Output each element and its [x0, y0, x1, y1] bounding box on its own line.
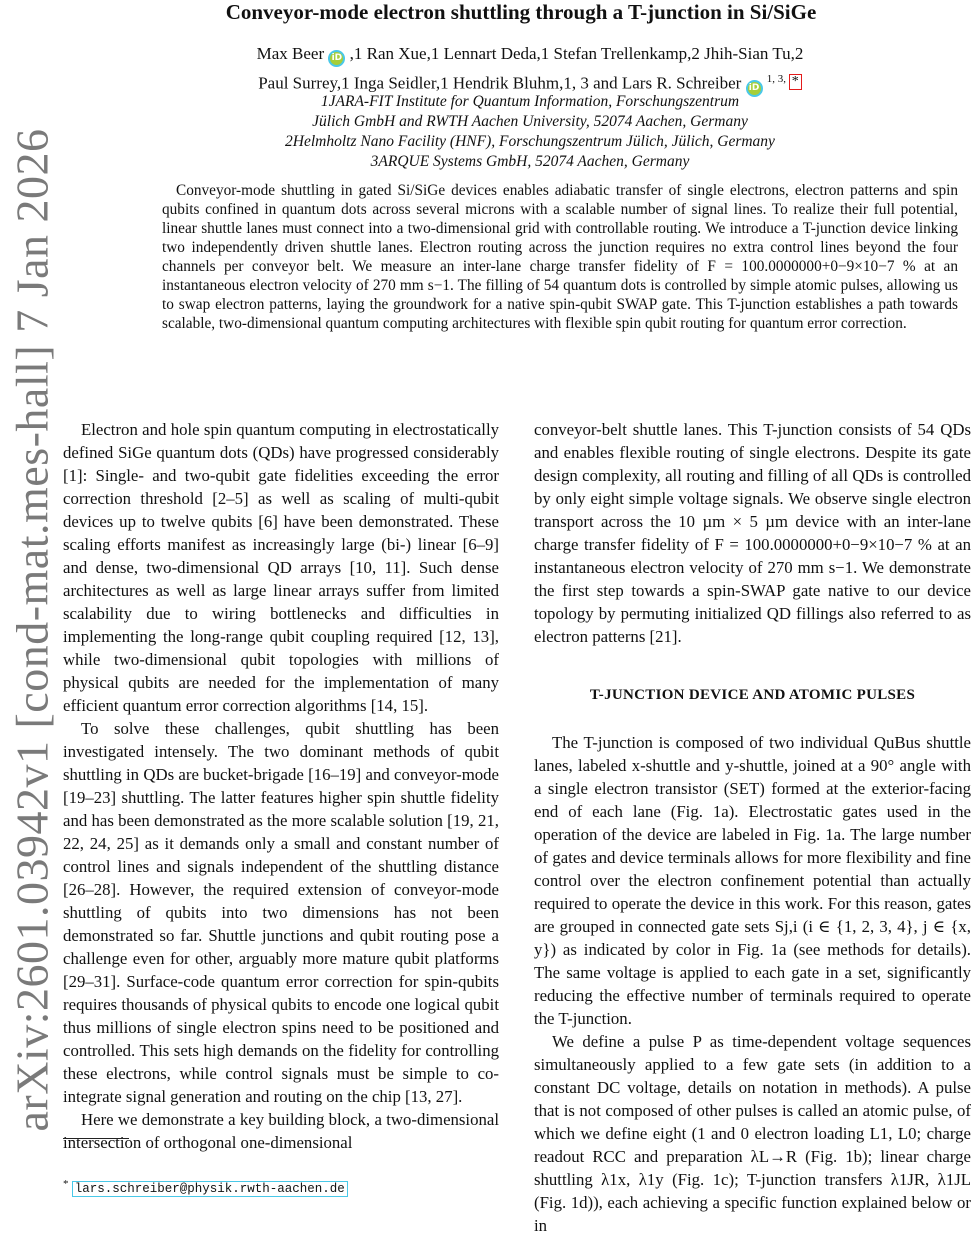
author-line-1: Max Beer iD ,1 Ran Xue,1 Lennart Deda,1 Stefan Trellenkamp,2 Jhih-Sian Tu,2 — [160, 42, 900, 67]
intro-paragraph-3: Here we demonstrate a key building block, a two-dimensional intersection of orthogonal one-dimensional — [63, 1110, 499, 1152]
section-paragraph-1: The T-junction is composed of two individual QuBus shuttle lanes, labeled x-shuttle and y-shuttle, joined at a 90° angle with a single electron transistor (SET) formed at the exterior-facing end of each lane (Fig. 1a). Electrostatic gates used in the operation of the device are labeled in Fig. 1a. The large number of gates and device terminals allows for more flexibility and fine control over the electron confinement potential than actually required to operate the device in this work. For this reason, gates are grouped in connected gate sets Sj,i (i ∈ {1, 2, 3, 4}, j ∈ {x, y}) as indicated by color in Fig. 1a (see methods for details). The same voltage is applied to each gate in a set, significantly reducing the effective number of terminals required to operate the T-junction. — [534, 733, 971, 1028]
abstract — [162, 181, 958, 333]
corresponding-author-link[interactable]: * — [789, 74, 802, 90]
affiliation-line: 2Helmholtz Nano Facility (HNF), Forschungszentrum Jülich, Jülich, Germany — [285, 133, 775, 150]
section-paragraph-2: We define a pulse P as time-dependent voltage sequences simultaneously applied to a few gate sets (in addition to a constant DC voltage, details on notation in methods). A pulse that is not composed of other pulses is called an atomic pulse, of which we define eight (1 and 0 electron loading L1, L0; charge readout RCC and preparation λL→R (Fig. 1b); linear charge shuttling λ1x, λ1y (Fig. 1c); T-junction transfers λ1JR, λ1JL (Fig. 1d)), each achieving a specific function explained below or in — [534, 1032, 971, 1235]
intro-paragraph-continued: conveyor-belt shuttle lanes. This T-junction consists of 54 QDs and enables flexible routing of single electrons. Despite its gate design complexity, all routing and filling of all QDs is controlled by only eight simple voltage signals. We observe single electron transport across the 10 µm × 5 µm device with an inter-lane charge transfer fidelity of F = 100.0000000+0−9×10−7 % at an instantaneous electron velocity of 270 mm s−1. We demonstrate the first step towards a spin-SWAP gate native to our device topology by permuting initialized QD fillings also referred to as electron patterns [21]. — [534, 420, 971, 646]
author-line-2: Paul Surrey,1 Inga Seidler,1 Hendrik Bluhm,1, 3 and Lars R. Schreiber iD $^{1, 3,}$ * — [160, 67, 900, 97]
paper-title: Conveyor-mode electron shuttling through a T-junction in Si/SiGe — [225, 0, 817, 24]
footnote-email-link[interactable]: lars.schreiber@physik.rwth-aachen.de — [72, 1181, 348, 1197]
footnote-divider — [63, 1138, 129, 1139]
left-column — [63, 418, 499, 1154]
arxiv-identifier: arXiv:2601.03942v1 [cond-mat.mes-hall] 7 Jan 2026 — [6, 128, 58, 1132]
affiliation-line: Jülich GmbH and RWTH Aachen University, 52074 Aachen, Germany — [312, 113, 748, 130]
author-list — [160, 42, 900, 97]
affiliation-line: 3ARQUE Systems GmbH, 52074 Aachen, Germany — [370, 153, 690, 170]
right-column — [534, 418, 971, 1237]
orcid-icon[interactable]: iD — [746, 80, 763, 97]
intro-paragraph-2: To solve these challenges, qubit shuttling has been investigated intensely. The two dominant methods of qubit shuttling in QDs are bucket-brigade [16–19] and conveyor-mode [19–23] shuttling. The latter features higher spin shuttle fidelity and has been demonstrated as the more scalable solution [19, 21, 22, 24, 25] as it demands only a small and constant number of control lines and signals independent of the shuttling distance [26–28]. However, the required extension of conveyor-mode shuttling of qubits into two dimensions has not been demonstrated so far. Shuttle junctions and qubit routing pose a challenge even for other, arguably more mature qubit platforms [29–31]. Surface-code quantum error correction for spin-qubits requires thousands of physical qubits to encode one logical qubit thus millions of single electron spins need to be positioned and controlled. This sets high demands on the fidelity for controlling these electrons, while control signals must be simple to co-integrate signal generation and routing on the chip [13, 27]. — [63, 719, 499, 1106]
affiliation-line: 1JARA-FIT Institute for Quantum Information, Forschungszentrum — [320, 93, 740, 110]
intro-paragraph-1: Electron and hole spin quantum computing in electrostatically defined SiGe quantum dots (QDs) have progressed considerably [1]: Single- and two-qubit gate fidelities exceeding the error correction threshold [2–5] as well as scaling of multi-qubit devices up to twelve qubits [6] have been demonstrated. These scaling efforts manifest as increasingly large (bi-) linear [6–9] and dense, two-dimensional QD arrays [10, 11]. Such dense architectures as well as large linear arrays suffer from limited scalability due to wiring bottlenecks and difficulties in implementing the long-range qubit coupling required [12, 13], while two-dimensional qubit topologies with millions of physical qubits are needed for the implementation of many efficient quantum error correction algorithms [14, 15]. — [63, 420, 499, 715]
arxiv-sidebar-stamp — [2, 128, 62, 1132]
footnote-marker: * — [63, 1178, 69, 1190]
abstract-text: Conveyor-mode shuttling in gated Si/SiGe devices enables adiabatic transfer of single electrons, electron patterns and spin qubits confined in quantum dots across several microns with a scalable number of signal lines. To realize their full potential, linear shuttle lanes must connect into a two-dimensional grid with controllable routing. We introduce a T-junction device linking two independently driven shuttle lanes. Electron routing across the junction requires no extra control lines beyond the four channels per conveyor belt. We measure an inter-lane charge transfer fidelity of F = 100.0000000+0−9×10−7 % at an instantaneous electron velocity of 270 mm s−1. The filling of 54 quantum dots is controlled by simple atomic pulses, allowing us to swap electron patterns, laying the groundwork for a native spin-qubit SWAP gate. This T-junction establishes a path towards scalable, two-dimensional quantum computing architectures with flexible spin qubit routing for quantum error correction. — [162, 182, 958, 332]
affiliations — [160, 92, 900, 172]
footnote — [63, 1176, 348, 1197]
orcid-icon[interactable]: iD — [328, 50, 345, 67]
section-heading: T-JUNCTION DEVICE AND ATOMIC PULSES — [589, 687, 916, 703]
